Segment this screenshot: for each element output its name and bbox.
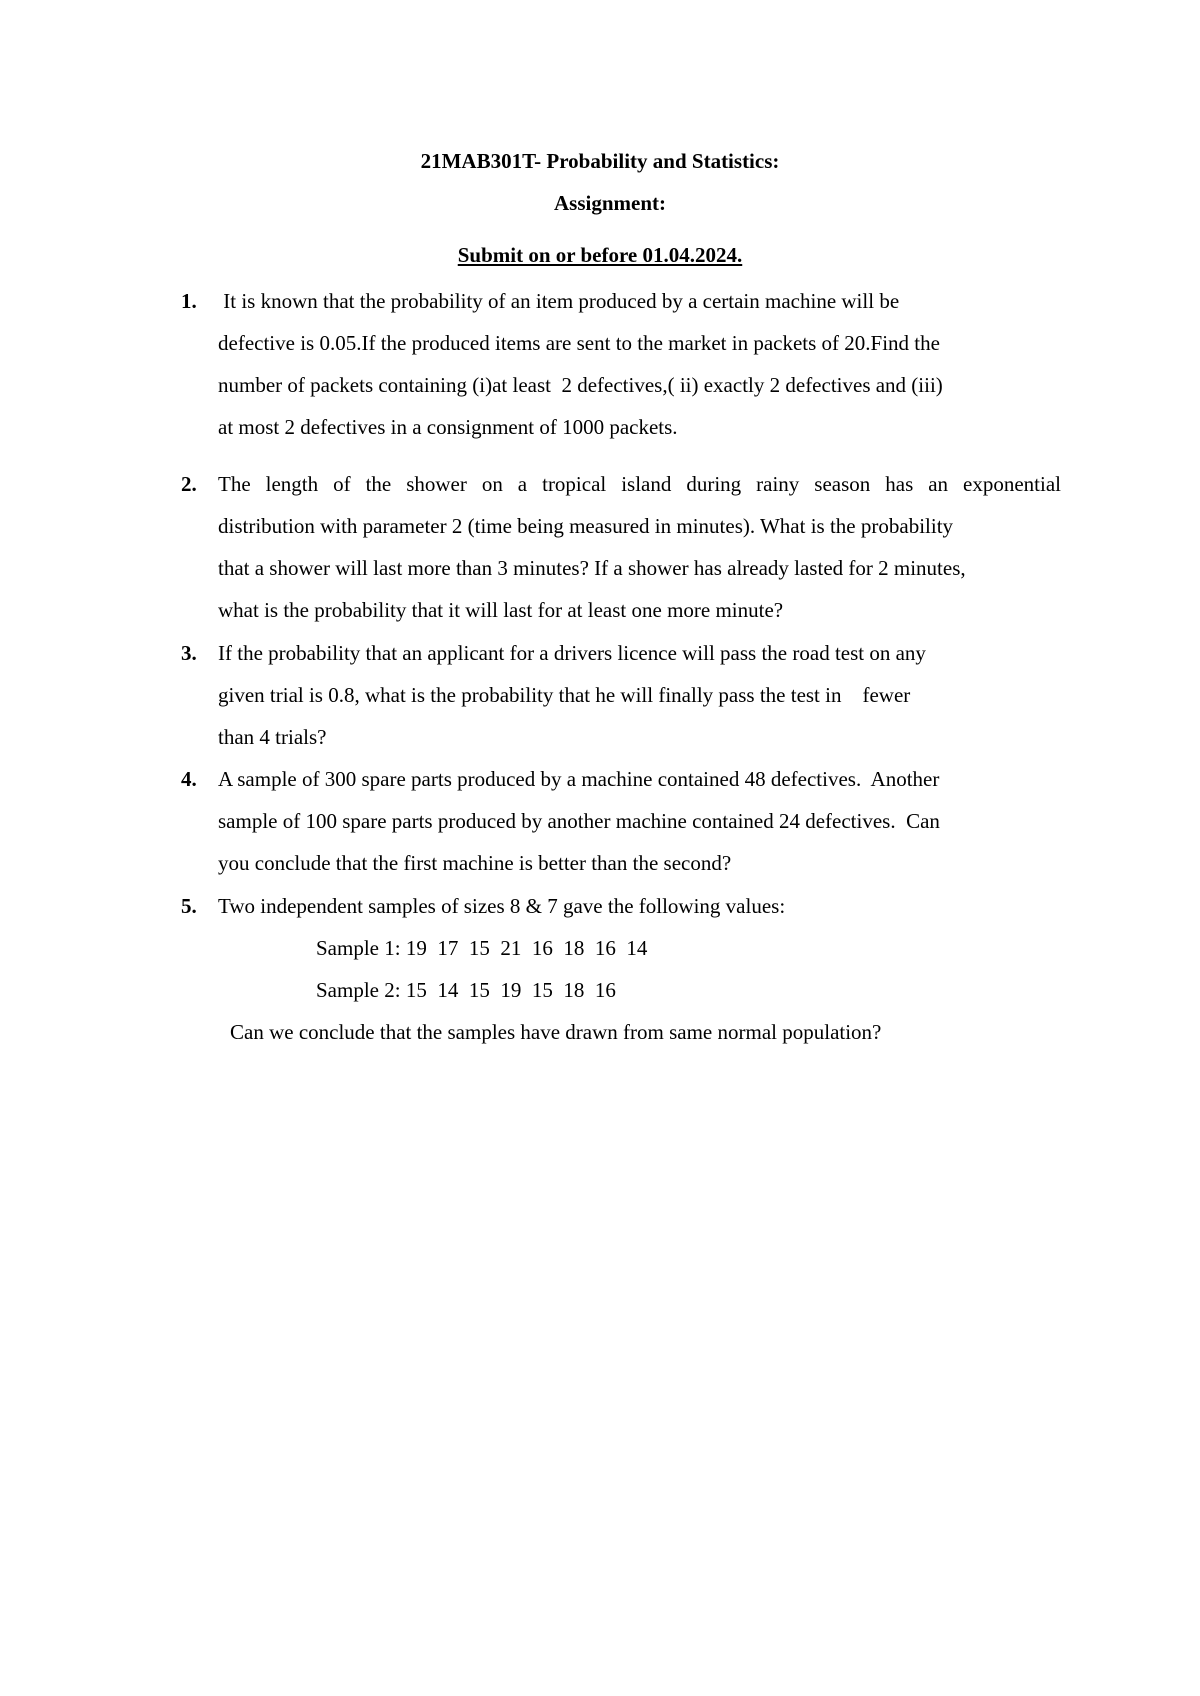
question-text-line: at most 2 defectives in a consignment of 1000 packets. <box>218 415 678 439</box>
question-text-line: defective is 0.05.If the produced items are sent to the market in packets of 20.Find the <box>218 331 940 355</box>
question-text-line: It is known that the probability of an item produced by a certain machine will be <box>218 289 900 313</box>
question-text-line: sample of 100 spare parts produced by another machine contained 24 defectives. Can <box>218 809 940 833</box>
question-text-line: you conclude that the first machine is better than the second? <box>218 851 732 875</box>
submission-deadline: Submit on or before 01.04.2024. <box>457 243 743 267</box>
course-title: 21MAB301T- Probability and Statistics: <box>420 149 780 173</box>
question-number: 2. <box>181 472 197 496</box>
question-text-line: given trial is 0.8, what is the probability that he will finally pass the test in fewer <box>218 683 911 707</box>
question-text-line: Two independent samples of sizes 8 & 7 gave the following values: <box>218 894 786 918</box>
question-text-line: A sample of 300 spare parts produced by a machine contained 48 defectives. Another <box>218 767 940 791</box>
question-text-line: what is the probability that it will last for at least one more minute? <box>218 598 784 622</box>
question-number: 4. <box>181 767 197 791</box>
question-text-line: number of packets containing (i)at least 2 defectives,( ii) exactly 2 defectives and (iii) <box>218 373 943 397</box>
assignment-heading: Assignment: <box>553 191 666 215</box>
question-text-line: If the probability that an applicant for a drivers licence will pass the road test on any <box>218 641 926 665</box>
question-number: 1. <box>181 289 197 313</box>
sample-2-values: Sample 2: 15 14 15 19 15 18 16 <box>316 978 616 1002</box>
question-text-line: The length of the shower on a tropical island during rainy season has an exponential <box>218 472 1061 496</box>
question-number: 5. <box>181 894 197 918</box>
question-text-line: than 4 trials? <box>218 725 327 749</box>
question-number: 3. <box>181 641 197 665</box>
question-text-line: distribution with parameter 2 (time being measured in minutes). What is the probability <box>218 514 954 538</box>
question-text-line: that a shower will last more than 3 minutes? If a shower has already lasted for 2 minutes, <box>218 556 966 580</box>
question-closing-text: Can we conclude that the samples have drawn from same normal population? <box>230 1020 882 1044</box>
sample-1-values: Sample 1: 19 17 15 21 16 18 16 14 <box>316 936 648 960</box>
